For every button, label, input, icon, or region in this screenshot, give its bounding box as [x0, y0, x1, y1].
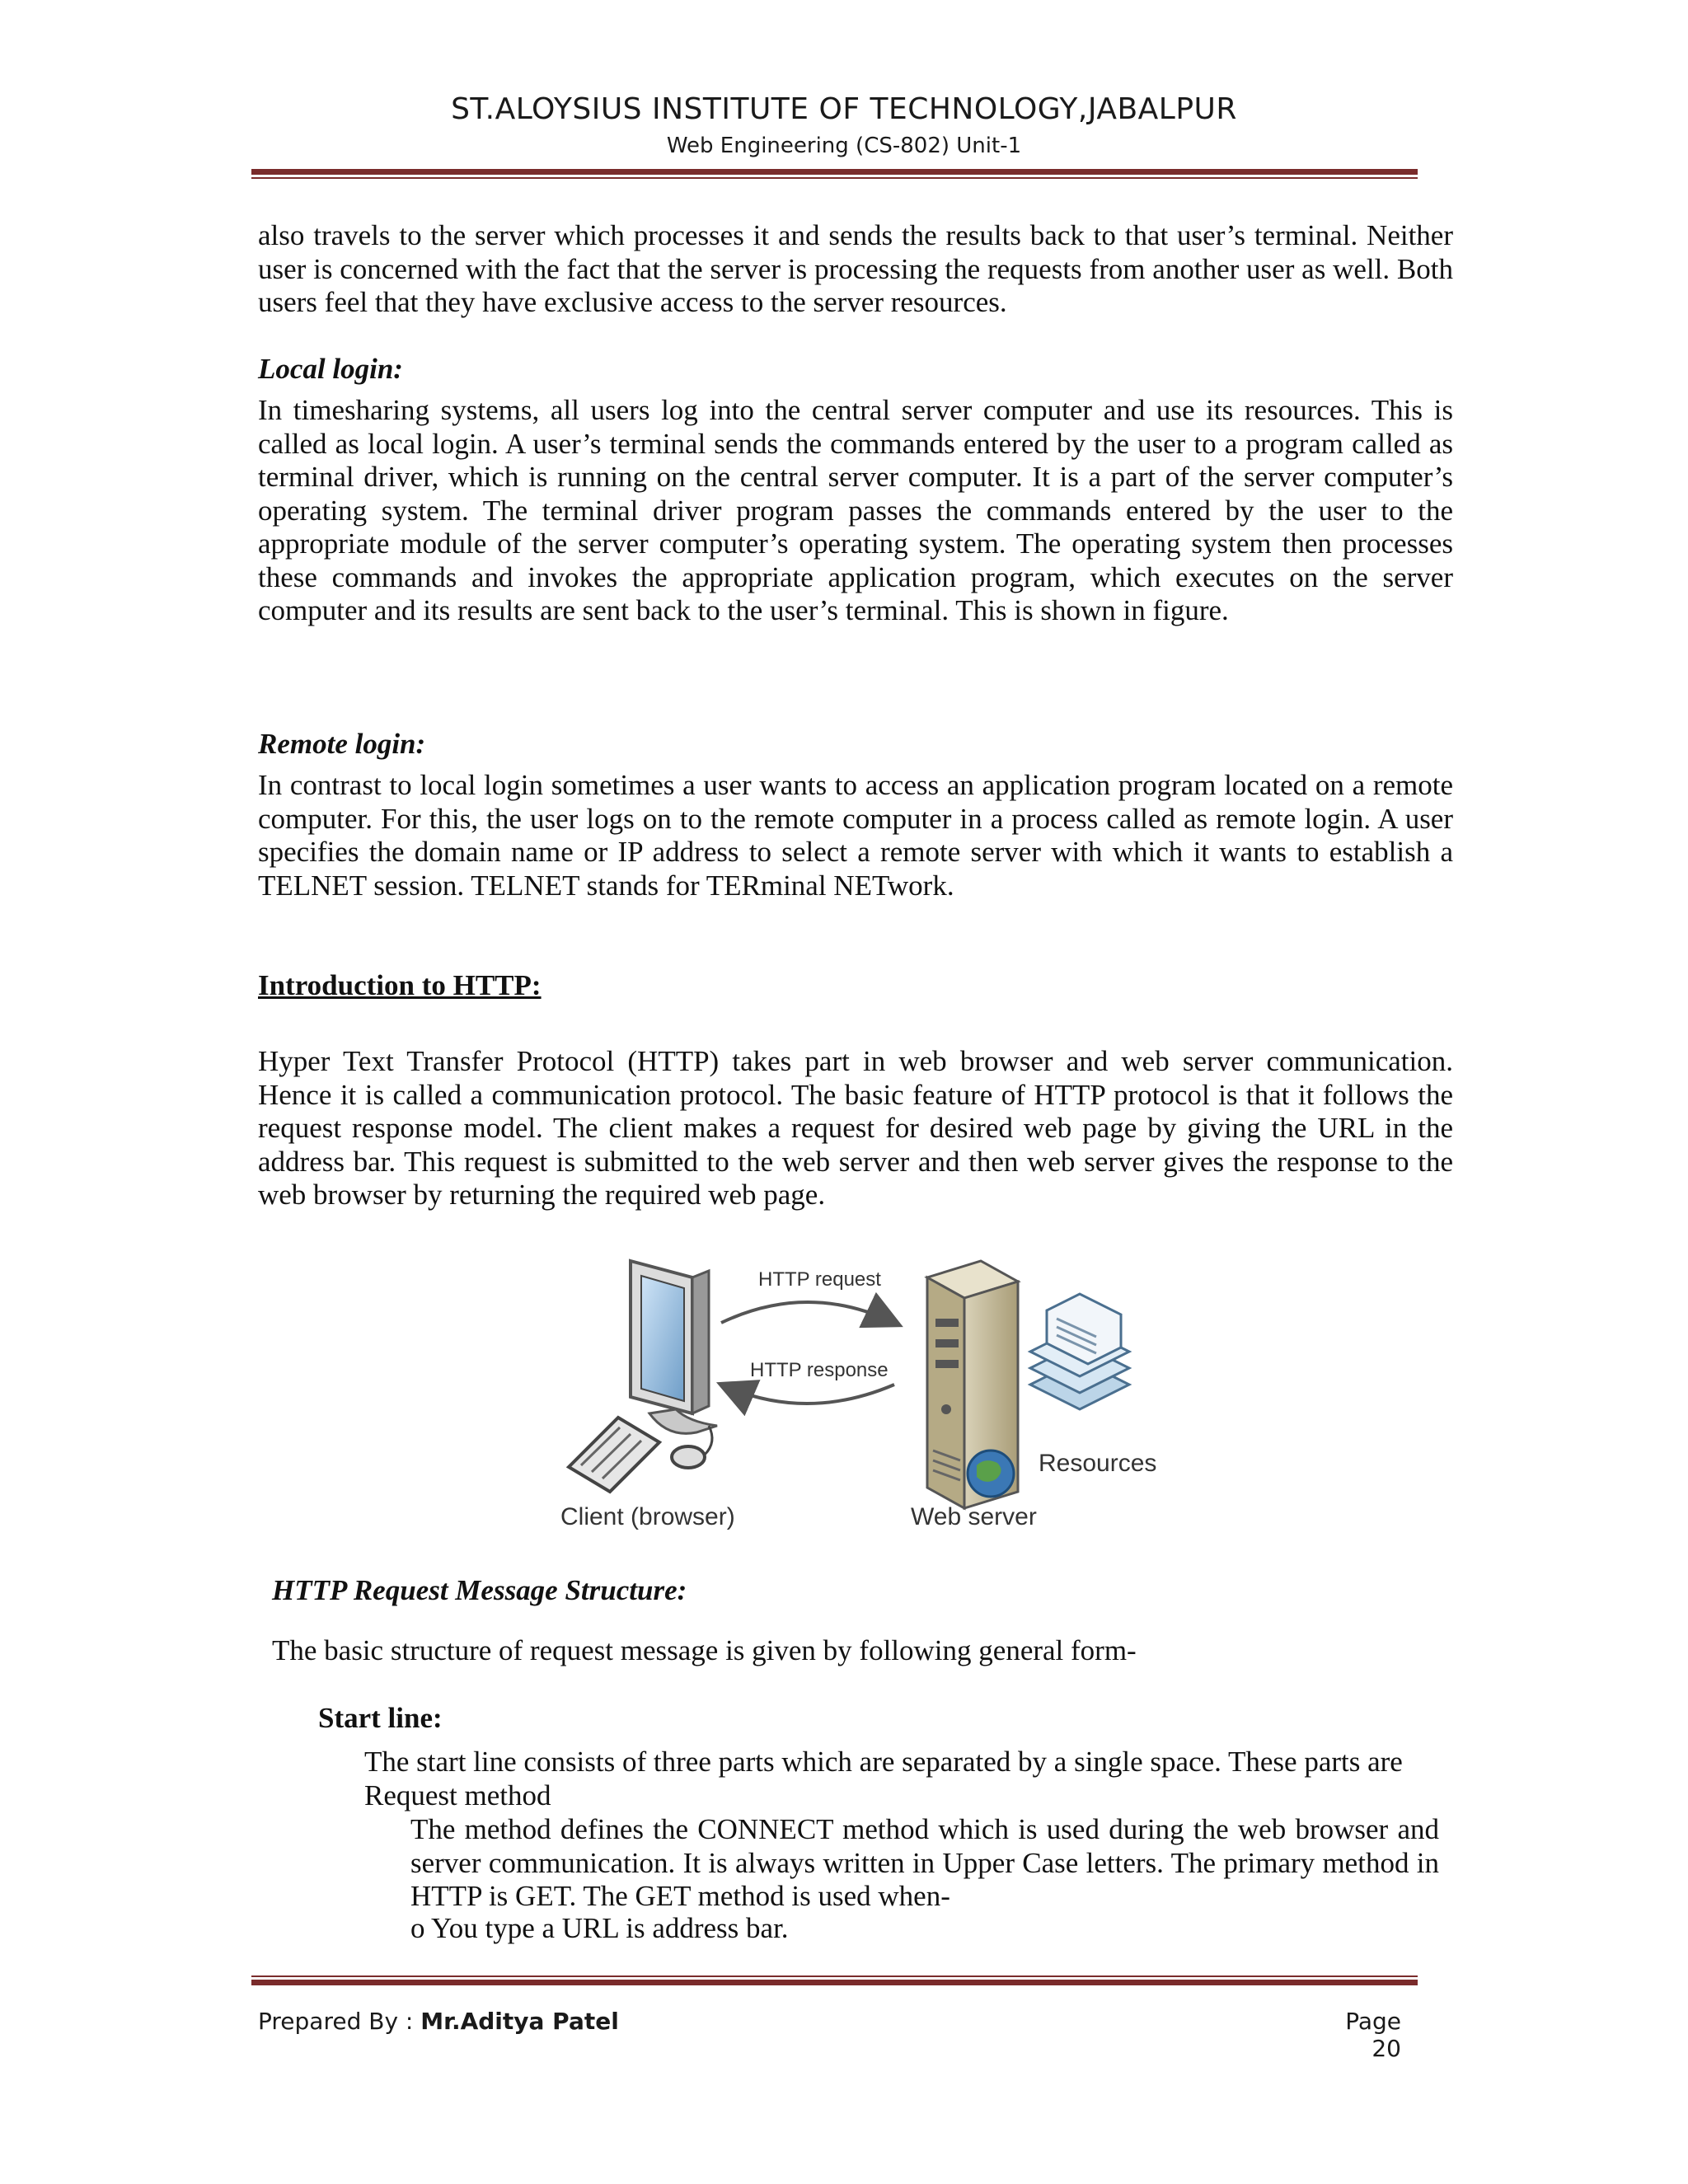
start-line-heading: Start line: [318, 1702, 443, 1734]
request-structure-heading: HTTP Request Message Structure: [272, 1574, 687, 1606]
prepared-by-label: Prepared By : [258, 2008, 421, 2035]
local-login-body: In timesharing systems, all users log into the central server computer and use its resources. This is called as local login. A user’s terminal sends the commands entered by the user to a program called as terminal driver, which is running on the central server computer. It is a part of the server computer’s operating system. The terminal driver program passes the commands entered by the user to the appropriate module of the server computer’s operating system. The operating system then processes these commands and invokes the appropriate application program, which executes on the server computer and its results are sent back to the user’s terminal. This is shown in figure. [258, 394, 1453, 626]
http-intro-heading: Introduction to HTTP: [258, 969, 542, 1001]
client-computer-icon [569, 1261, 717, 1492]
footer-rule-thick [251, 1980, 1418, 1985]
http-response-label: HTTP response [750, 1359, 889, 1381]
header-rule-thick [251, 169, 1418, 175]
resources-label: Resources [1039, 1450, 1157, 1477]
web-server-label: Web server [911, 1503, 1037, 1530]
author-name: Mr.Aditya Patel [420, 2008, 619, 2035]
response-arrow [725, 1385, 894, 1404]
footer-prepared-by [258, 2008, 619, 2035]
header-rule-thin [251, 177, 1418, 179]
method-text: The method defines the CONNECT method which is used during the web browser and server communication. It is always written in Upper Case letters. The primary method in HTTP is GET. The GET method is used when- [410, 1813, 1439, 1912]
institute-title: ST.ALOYSIUS INSTITUTE OF TECHNOLOGY,JABALPUR [451, 92, 1237, 126]
http-intro-body: Hyper Text Transfer Protocol (HTTP) takes part in web browser and web server communication. Hence it is called a communication protocol. The basic feature of HTTP protocol is that it follows the request response model. The client makes a request for desired web page by giving the URL in the address bar. This request is submitted to the web server and then web server gives the response to the web browser by returning the required web page. [258, 1045, 1453, 1211]
footer-rule-thin [251, 1975, 1418, 1977]
http-request-label: HTTP request [758, 1268, 881, 1291]
web-server-icon [927, 1261, 1018, 1508]
course-subtitle: Web Engineering (CS-802) Unit-1 [666, 134, 1022, 158]
intro-paragraph: also travels to the server which processes it and sends the results back to that user’s terminal. Neither user is concerned with the fact that the server is processing the requests from another user as well. Both users feel that they have exclusive access to the server resources. [258, 219, 1453, 318]
remote-login-body: In contrast to local login sometimes a user wants to access an application program located on a remote computer. For this, the user logs on to the remote computer in a process called as remote login. A user specifies the domain name or IP address to select a remote server with which it wants to establish a TELNET session. TELNET stands for TERminal NETwork. [258, 769, 1453, 902]
bullet-text: o You type a URL is address bar. [410, 1912, 789, 1944]
client-label: Client (browser) [560, 1503, 735, 1530]
request-structure-intro: The basic structure of request message is given by following general form- [272, 1634, 1137, 1666]
resources-icon [1030, 1294, 1129, 1409]
remote-login-heading: Remote login: [258, 728, 426, 760]
request-arrow [721, 1302, 894, 1323]
start-line-text: The start line consists of three parts which are separated by a single space. These parts are Request method [364, 1746, 1403, 1811]
http-request-response-figure [552, 1244, 1179, 1549]
local-login-heading: Local login: [258, 353, 403, 385]
page-number: Page 20 [1345, 2008, 1401, 2062]
